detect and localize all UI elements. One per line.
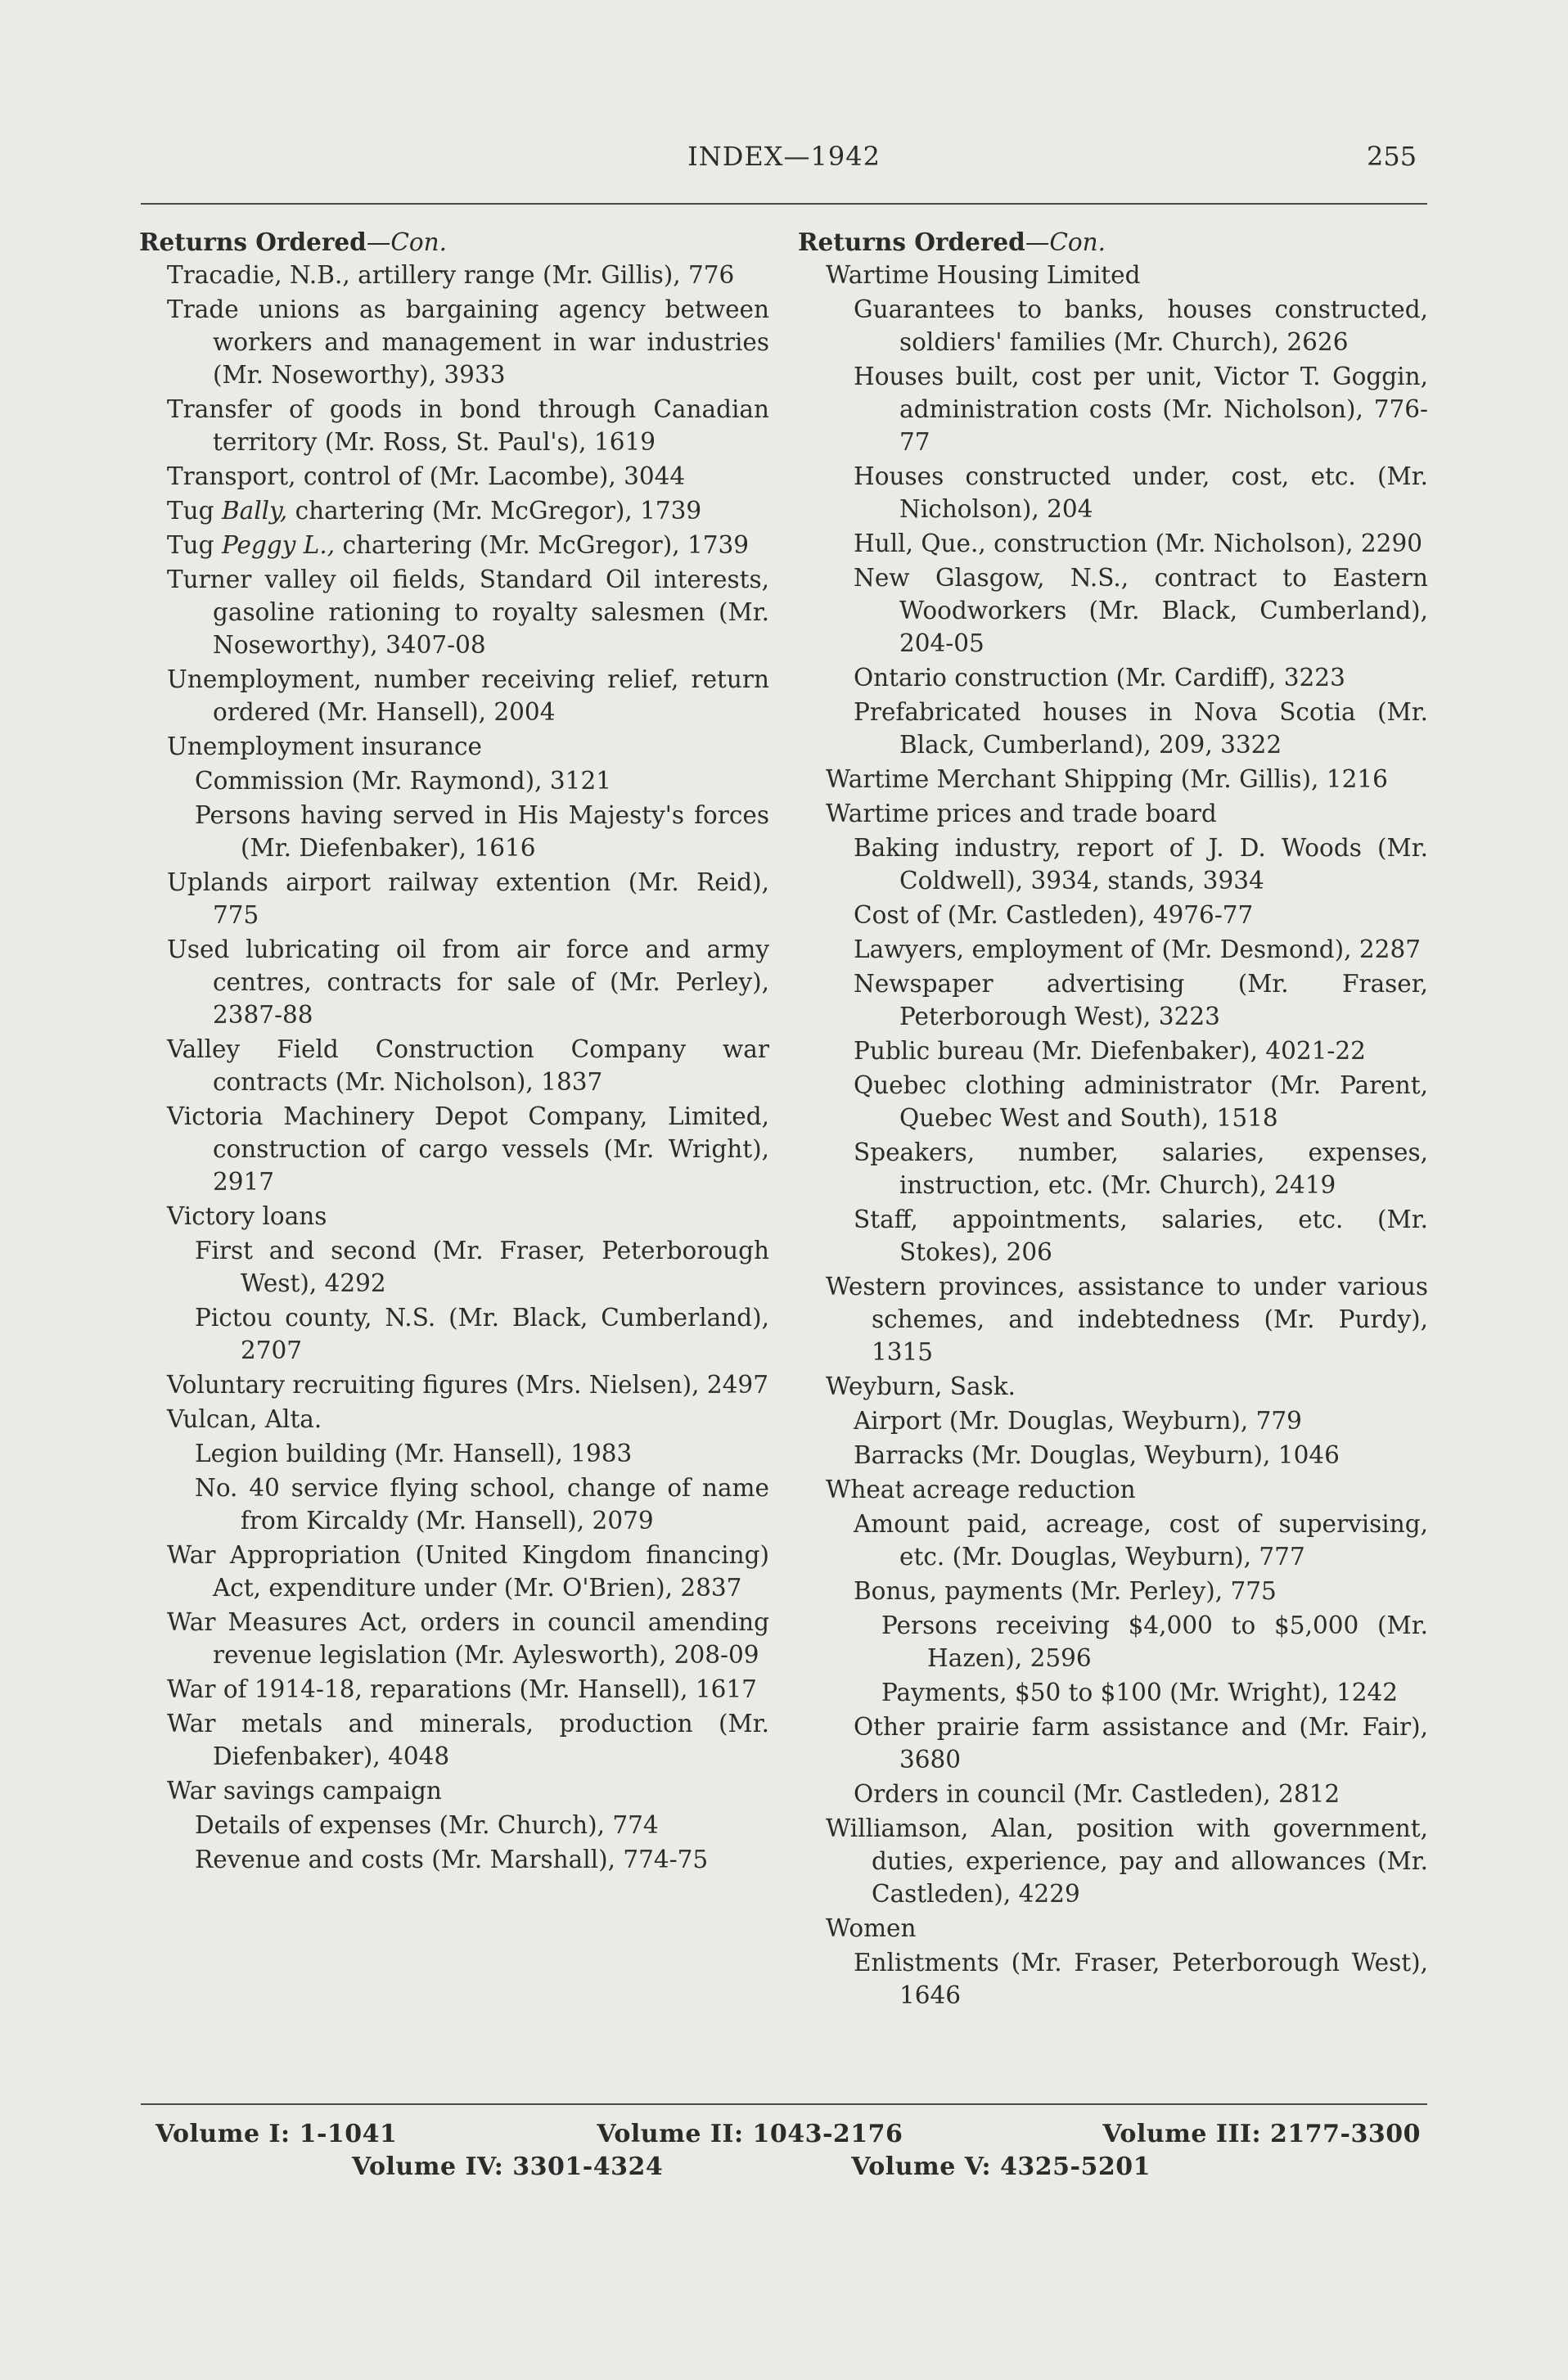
index-entry — [798, 1575, 1428, 1607]
entry-text: chartering (Mr. McGregor), 1739 — [287, 497, 702, 525]
entry-text: Turner valley oil fields, Standard Oil interests, gasoline rationing to royalty salesmen (Mr. Noseworthy), 3407-08 — [167, 566, 769, 659]
index-entry — [798, 527, 1428, 560]
entry-text: Enlistments (Mr. Fraser, Peterborough West), 1646 — [854, 1949, 1428, 2009]
entry-text: Newspaper advertising (Mr. Fraser, Peterborough West), 3223 — [854, 970, 1428, 1030]
left-column-heading — [139, 226, 769, 259]
entry-text: Tracadie, N.B., artillery range (Mr. Gillis), 776 — [167, 261, 735, 289]
right-entries — [798, 259, 1428, 2012]
entry-text: Lawyers, employment of (Mr. Desmond), 2287 — [854, 935, 1421, 963]
entry-text: Unemployment, number receiving relief, return ordered (Mr. Hansell), 2004 — [167, 665, 769, 726]
index-entry — [798, 763, 1428, 796]
entry-text: Bonus, payments (Mr. Perley), 775 — [854, 1577, 1277, 1605]
index-entry — [798, 1473, 1428, 1506]
entry-text: Weyburn, Sask. — [826, 1373, 1016, 1400]
entry-text: Ontario construction (Mr. Cardiff), 3223 — [854, 664, 1345, 692]
entry-text: War Measures Act, orders in council amending revenue legislation (Mr. Aylesworth), 208-09 — [167, 1608, 769, 1669]
index-entry — [798, 1136, 1428, 1201]
entry-text: First and second (Mr. Fraser, Peterborough West), 4292 — [195, 1237, 769, 1297]
entry-text: Wartime prices and trade board — [826, 800, 1217, 827]
index-entry — [798, 1711, 1428, 1776]
entry-text: Amount paid, acreage, cost of supervising, etc. (Mr. Douglas, Weyburn), 777 — [854, 1510, 1428, 1571]
entry-text: Wheat acreage reduction — [826, 1476, 1136, 1503]
index-entry — [798, 561, 1428, 660]
index-entry — [798, 1812, 1428, 1910]
index-entry — [798, 933, 1428, 966]
index-entry — [139, 1234, 769, 1300]
index-entry — [798, 1912, 1428, 1945]
entry-text: Vulcan, Alta. — [167, 1405, 322, 1433]
index-entry — [798, 293, 1428, 358]
index-entry — [139, 393, 769, 458]
entry-text: War savings campaign — [167, 1777, 442, 1805]
index-entry — [798, 1270, 1428, 1368]
index-entry — [139, 529, 769, 561]
index-entry — [139, 1774, 769, 1807]
entry-text: Valley Field Construction Company war contracts (Mr. Nicholson), 1837 — [167, 1035, 769, 1096]
entry-text: Speakers, number, salaries, expenses, instruction, etc. (Mr. Church), 2419 — [854, 1138, 1428, 1199]
heading-text: Returns Ordered — [798, 228, 1025, 256]
entry-text: Airport (Mr. Douglas, Weyburn), 779 — [854, 1407, 1302, 1435]
entry-text: Persons having served in His Majesty's forces (Mr. Diefenbaker), 1616 — [195, 801, 769, 862]
index-entry — [139, 764, 769, 797]
volume-1-range: Volume I: 1-1041 — [155, 2120, 398, 2148]
index-entry — [139, 293, 769, 391]
index-entry — [139, 460, 769, 493]
index-entry — [798, 1439, 1428, 1472]
entry-text: Orders in council (Mr. Castleden), 2812 — [854, 1780, 1340, 1808]
volume-ranges-row-2 — [155, 2152, 1421, 2181]
entry-prefix: Tug — [167, 531, 222, 559]
index-entry — [139, 933, 769, 1031]
volume-5-range: Volume V: 4325-5201 — [851, 2152, 1151, 2181]
heading-text: Returns Ordered — [139, 228, 367, 256]
index-entry — [139, 1809, 769, 1841]
entry-text: Transfer of goods in bond through Canadian territory (Mr. Ross, St. Paul's), 1619 — [167, 395, 769, 456]
entry-text: War of 1914-18, reparations (Mr. Hansell), 1617 — [167, 1675, 757, 1703]
index-entry — [798, 696, 1428, 761]
entry-text: Prefabricated houses in Nova Scotia (Mr. Black, Cumberland), 209, 3322 — [854, 698, 1428, 759]
entry-text: Wartime Housing Limited — [826, 261, 1141, 289]
entry-text: Legion building (Mr. Hansell), 1983 — [195, 1440, 633, 1467]
index-entry — [798, 1370, 1428, 1403]
index-entry — [139, 1843, 769, 1876]
index-entry — [139, 1673, 769, 1706]
index-entry — [139, 1606, 769, 1671]
index-entry — [139, 1403, 769, 1436]
index-entry — [798, 360, 1428, 458]
entry-italic-name: Bally, — [221, 497, 288, 525]
entry-text: Cost of (Mr. Castleden), 4976-77 — [854, 901, 1254, 929]
entry-text: Details of expenses (Mr. Church), 774 — [195, 1811, 659, 1839]
page-number: 255 — [1367, 141, 1417, 172]
heading-suffix: —Con. — [1025, 228, 1106, 256]
entry-text: Victoria Machinery Depot Company, Limited, construction of cargo vessels (Mr. Wright), 2917 — [167, 1102, 769, 1196]
left-entries — [139, 259, 769, 1876]
index-entry — [798, 259, 1428, 291]
volume-3-range: Volume III: 2177-3300 — [1102, 2120, 1421, 2148]
index-entry — [139, 866, 769, 931]
index-entry — [139, 730, 769, 763]
index-entry — [798, 967, 1428, 1033]
entry-italic-name: Peggy L., — [221, 531, 336, 559]
entry-text: Baking industry, report of J. D. Woods (Mr. Coldwell), 3934, stands, 3934 — [854, 834, 1428, 895]
index-entry — [798, 1404, 1428, 1437]
right-column — [798, 226, 1428, 2013]
index-entry — [139, 663, 769, 728]
entry-text: Hull, Que., construction (Mr. Nicholson), 2290 — [854, 530, 1422, 557]
index-entry — [798, 1609, 1428, 1675]
entry-text: Victory loans — [167, 1202, 327, 1230]
entry-text: Houses constructed under, cost, etc. (Mr. Nicholson), 204 — [854, 462, 1428, 523]
entry-text: Women — [826, 1914, 917, 1942]
index-entry — [798, 1203, 1428, 1269]
index-entry — [139, 1539, 769, 1604]
entry-prefix: Tug — [167, 497, 222, 525]
index-entry — [798, 460, 1428, 525]
entry-text: Uplands airport railway extention (Mr. Reid), 775 — [167, 868, 769, 929]
index-entry — [798, 797, 1428, 830]
heading-suffix: —Con. — [366, 228, 448, 256]
index-entry — [139, 1368, 769, 1401]
running-title: INDEX—1942 — [687, 141, 881, 172]
entry-text: Payments, $50 to $100 (Mr. Wright), 1242 — [881, 1679, 1399, 1706]
entry-text: Used lubricating oil from air force and army centres, contracts for sale of (Mr. Perley), 2387-88 — [167, 935, 769, 1029]
index-entry — [798, 832, 1428, 897]
entry-text: Persons receiving $4,000 to $5,000 (Mr. Hazen), 2596 — [881, 1611, 1428, 1672]
entry-text: Barracks (Mr. Douglas, Weyburn), 1046 — [854, 1441, 1340, 1469]
entry-text: Voluntary recruiting figures (Mrs. Nielsen), 2497 — [167, 1371, 768, 1399]
entry-text: New Glasgow, N.S., contract to Eastern Woodworkers (Mr. Black, Cumberland), 204-05 — [854, 564, 1428, 657]
entry-text: Commission (Mr. Raymond), 3121 — [195, 767, 611, 795]
index-entry — [798, 1676, 1428, 1709]
entry-text: Staff, appointments, salaries, etc. (Mr. Stokes), 206 — [854, 1206, 1428, 1266]
entry-text: War Appropriation (United Kingdom financing) Act, expenditure under (Mr. O'Brien), 2837 — [167, 1541, 769, 1602]
footer-rule — [141, 2103, 1427, 2105]
volume-ranges-row-1 — [155, 2120, 1421, 2148]
index-entry — [139, 259, 769, 291]
entry-text: chartering (Mr. McGregor), 1739 — [335, 531, 750, 559]
index-entry — [139, 494, 769, 527]
index-entry — [798, 661, 1428, 694]
index-entry — [139, 1200, 769, 1233]
index-entry — [139, 1100, 769, 1198]
index-entry — [139, 799, 769, 864]
entry-text: Guarantees to banks, houses constructed, soldiers' families (Mr. Church), 2626 — [854, 295, 1428, 356]
volume-2-range: Volume II: 1043-2176 — [597, 2120, 903, 2148]
entry-text: Wartime Merchant Shipping (Mr. Gillis), 1216 — [826, 765, 1388, 793]
entry-text: Public bureau (Mr. Diefenbaker), 4021-22 — [854, 1037, 1366, 1065]
entry-text: Williamson, Alan, position with government, duties, experience, pay and allowances (Mr. Castleden), 4229 — [826, 1814, 1428, 1908]
entry-text: Houses built, cost per unit, Victor T. Goggin, administration costs (Mr. Nicholson), 776-77 — [854, 363, 1428, 456]
index-entry — [798, 1034, 1428, 1067]
entry-text: Trade unions as bargaining agency between workers and management in war industries (Mr. Noseworthy), 3933 — [167, 295, 769, 389]
index-entry — [798, 1069, 1428, 1134]
right-column-heading — [798, 226, 1428, 259]
index-entry — [139, 563, 769, 661]
entry-text: Western provinces, assistance to under various schemes, and indebtedness (Mr. Purdy), 1315 — [826, 1273, 1428, 1366]
entry-text: Transport, control of (Mr. Lacombe), 3044 — [167, 462, 686, 490]
index-entry — [798, 1778, 1428, 1810]
entry-text: War metals and minerals, production (Mr. Diefenbaker), 4048 — [167, 1710, 769, 1770]
index-entry — [139, 1437, 769, 1470]
entry-text: Other prairie farm assistance and (Mr. Fair), 3680 — [854, 1713, 1428, 1774]
entry-text: Revenue and costs (Mr. Marshall), 774-75 — [195, 1846, 709, 1873]
index-entry — [798, 1508, 1428, 1573]
index-entry — [139, 1472, 769, 1537]
left-column — [139, 226, 769, 1877]
index-entry — [139, 1033, 769, 1098]
entry-text: Quebec clothing administrator (Mr. Parent, Quebec West and South), 1518 — [854, 1071, 1428, 1132]
entry-text: Unemployment insurance — [167, 732, 482, 760]
volume-4-range: Volume IV: 3301-4324 — [351, 2152, 664, 2181]
index-entry — [139, 1707, 769, 1773]
index-entry — [139, 1301, 769, 1367]
header-rule — [141, 203, 1427, 205]
entry-text: Pictou county, N.S. (Mr. Black, Cumberland), 2707 — [195, 1304, 769, 1364]
index-entry — [798, 899, 1428, 931]
entry-text: No. 40 service flying school, change of name from Kircaldy (Mr. Hansell), 2079 — [195, 1474, 769, 1535]
index-entry — [798, 1946, 1428, 2012]
